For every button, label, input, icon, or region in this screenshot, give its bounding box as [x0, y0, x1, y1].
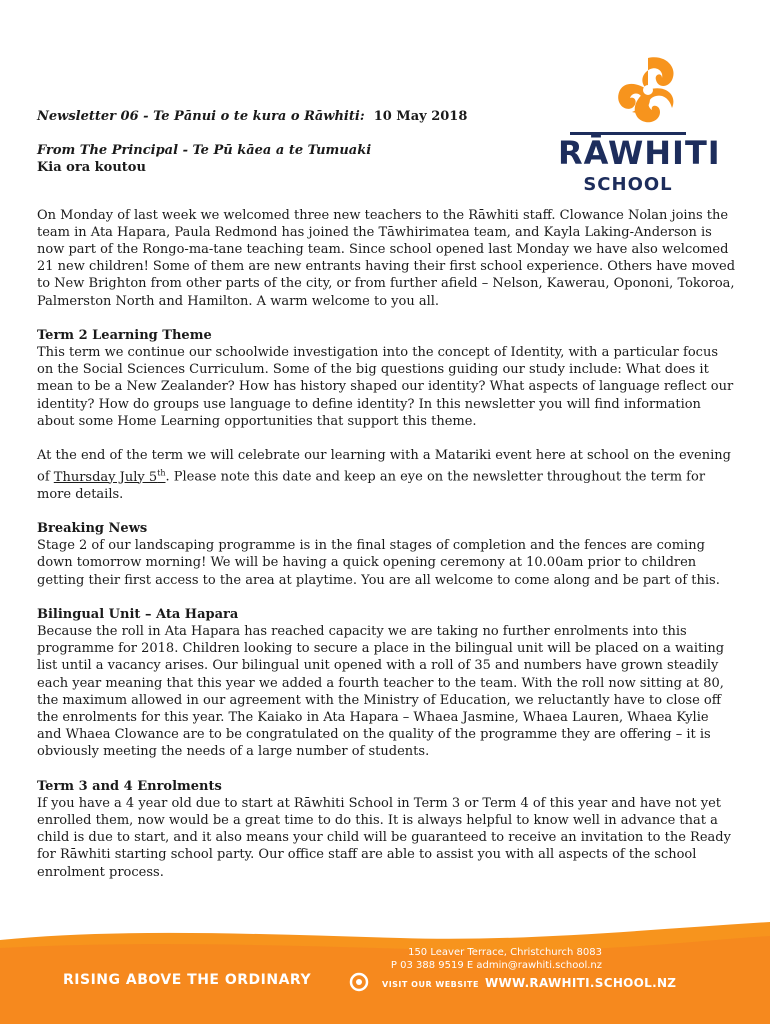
section-body: Because the roll in Ata Hapara has reached capacity we are taking no further enrolments into this programme for 2018. Children looking to secure a place in the bilingual unit will be placed on a waiting list until a vacancy arises. Our bilingual unit opened with a roll of 35 and numbers have grown steadily each year meaning that this year we added a fourth teacher to the team. With the roll now sitting at 80, the maximum allowed in our agreement with the Ministry of Education, we reluctantly have to close off the enrolments for this year. The Kaiako in Ata Hapara – Whaea Jasmine, Whaea Lauren, Whaea Kylie and Whaea Clowance are to be congratulated on the quality of the programme they are offering – it is obviously meeting the needs of a large number of students. [37, 624, 725, 760]
newsletter-content [37, 108, 737, 881]
logo-school-name: RĀWHITI [558, 134, 721, 172]
matariki-paragraph [37, 447, 737, 503]
footer-banner [0, 900, 770, 1024]
section-heading: Term 2 Learning Theme [37, 327, 212, 343]
matariki-date: Thursday July 5th [53, 468, 166, 485]
greeting: Kia ora koutou [37, 160, 146, 176]
matariki-text-pre: At the end of the term we will celebrate our learning with a Matariki event here at school on the evening of [37, 448, 731, 485]
section-heading: Bilingual Unit – Ata Hapara [37, 606, 239, 622]
footer-website-line [382, 976, 676, 990]
newsletter-date: 10 May 2018 [373, 109, 468, 124]
visit-label: VISIT OUR WEBSITE [382, 980, 479, 989]
intro-paragraph: On Monday of last week we welcomed three new teachers to the Rāwhiti staff. Clowance Nolan joins the team in Ata Hapara, Paula Redmond has joined the Tāwhirimatea team, and Kayla Laking-Anderson is now part of the Rongo-ma-tane teaching team. Since school opened last Monday we have also welcomed 21 new children! Some of them are new entrants having their first school experience. Others have moved to New Brighton from other parts of the city, or from further afield – Nelson, Kawerau, Opononi, Tokoroa, Palmerston North and Hamilton. A warm welcome to you all. [37, 207, 736, 309]
footer-koru-icon [349, 972, 369, 992]
section-body: This term we continue our schoolwide investigation into the concept of Identity, with a particular focus on the Social Sciences Curriculum. Some of the big questions guiding our study include: What does it mean to be a New Zealander? How has history shaped our identity? What aspects of language reflect our identity? How do groups use language to define identity? In this newsletter you will find information about some Home Learning opportunities that support this theme. [37, 345, 734, 429]
footer-tagline: RISING ABOVE THE ORDINARY [63, 972, 312, 988]
section-heading: Term 3 and 4 Enrolments [37, 778, 222, 794]
section-body: If you have a 4 year old due to start at Rāwhiti School in Term 3 or Term 4 of this year and have not yet enrolled them, now would be a great time to do this. It is always helpful to know well in advance that a child is due to start, and it also means your child will be guaranteed to receive an invitation to the Ready for Rāwhiti starting school party. Our office staff are able to assist you with all aspects of the school enrolment process. [37, 795, 731, 880]
matariki-text-post: . Please note this date and keep an eye on the newsletter throughout the term for more details. [37, 469, 706, 502]
section-breaking-news [37, 520, 737, 589]
newsletter-title: Newsletter 06 - Te Pānui o te kura o Rāwhiti [37, 109, 360, 124]
section-learning-theme [37, 327, 737, 503]
section-bilingual-unit [37, 606, 737, 761]
website-link[interactable]: WWW.RAWHITI.SCHOOL.NZ [484, 976, 677, 990]
footer-contact: P 03 388 9519 E admin@rawhiti.school.nz [390, 960, 602, 971]
footer-address-block [391, 946, 602, 972]
logo-school-sub: SCHOOL [583, 174, 673, 195]
section-enrolments [37, 778, 737, 881]
footer-address: 150 Leaver Terrace, Christchurch 8083 [408, 947, 602, 958]
newsletter-title-line: Newsletter 06 - Te Pānui o te kura o Rāwhiti: 10 May 2018 [37, 109, 468, 124]
footer-wave-background [0, 900, 770, 1024]
principal-heading: From The Principal - Te Pū kāea a te Tumuaki [37, 143, 372, 159]
section-heading: Breaking News [37, 520, 148, 536]
section-body: Stage 2 of our landscaping programme is in the final stages of completion and the fences are coming down tomorrow morning! We will be having a quick opening ceremony at 10.00am prior to children getting their first access to the area at playtime. You are all welcome to come along and be part of this. [37, 538, 720, 588]
